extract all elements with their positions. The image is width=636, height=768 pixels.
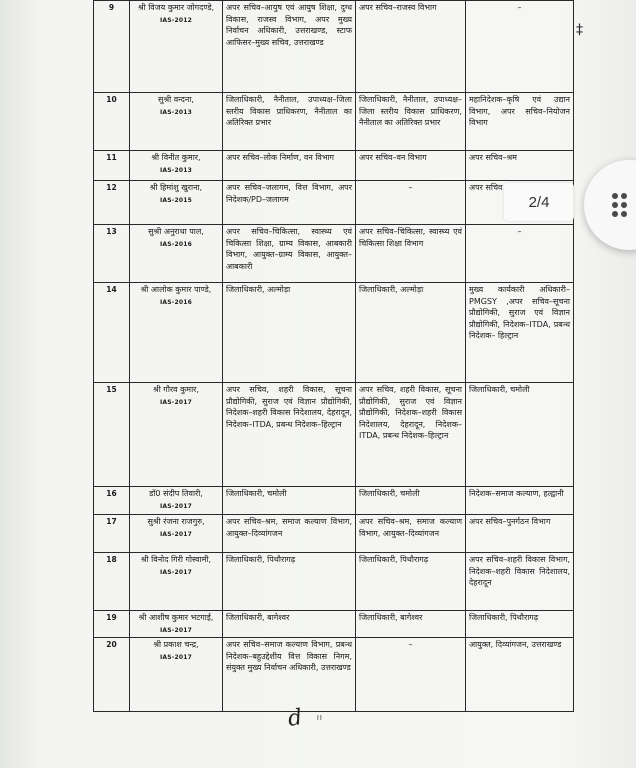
- cadre-batch: IAS-2017: [160, 398, 192, 406]
- relieved-posting: अपर सचिव–वन विभाग: [356, 151, 466, 181]
- current-posting: जिलाधिकारी, पिथौरागढ़: [223, 553, 356, 611]
- table-row: [94, 383, 574, 487]
- officer-cell: [130, 611, 223, 638]
- new-posting: जिलाधिकारी, चमोली: [466, 383, 574, 487]
- new-posting: जिलाधिकारी, पिथौरागढ़: [466, 611, 574, 638]
- table-row: [94, 283, 574, 383]
- serial-number: 14: [94, 283, 130, 383]
- relieved-posting: जिलाधिकारी, नैनीताल, उपाध्यक्ष–जिला स्तरीय विकास प्राधिकरण, नैनीताल का अतिरिक्त प्रभार: [356, 93, 466, 151]
- table-row: [94, 181, 574, 225]
- officer-cell: [130, 93, 223, 151]
- officer-cell: [130, 151, 223, 181]
- cadre-batch: IAS-2015: [160, 196, 192, 204]
- relieved-posting: अपर सचिव–राजस्व विभाग: [356, 1, 466, 93]
- cadre-batch: IAS-2017: [160, 502, 192, 510]
- officer-name: श्री हिमांशु खुराना,: [149, 183, 203, 192]
- cadre-batch: IAS-2012: [160, 16, 192, 24]
- officer-name: श्री विनोद गिरी गोस्वामी,: [140, 555, 212, 564]
- serial-number: 17: [94, 515, 130, 553]
- relieved-posting: अपर सचिव–श्रम, समाज कल्याण विभाग, आयुक्त–दिव्यांगजन: [356, 515, 466, 553]
- cadre-batch: IAS-2017: [160, 530, 192, 538]
- current-posting: अपर सचिव–श्रम, समाज कल्याण विभाग, आयुक्त–दिव्यांगजन: [223, 515, 356, 553]
- officer-name: सुश्री रंजना राजगुरु,: [147, 517, 205, 526]
- officer-cell: [130, 1, 223, 93]
- margin-mark: ‡: [576, 22, 583, 38]
- new-posting: –: [466, 225, 574, 283]
- cadre-batch: IAS-2013: [160, 108, 192, 116]
- transfer-table: [93, 0, 574, 712]
- current-posting: अपर सचिव–लोक निर्माण, वन विभाग: [223, 151, 356, 181]
- cadre-batch: IAS-2017: [160, 626, 192, 634]
- table-row: [94, 611, 574, 638]
- relieved-posting: अपर सचिव–चिकित्सा, स्वास्थ्य एवं चिकित्सा शिक्षा विभाग: [356, 225, 466, 283]
- officer-name: सुश्री वन्दना,: [158, 95, 194, 104]
- new-posting: अपर सचिव–पुनर्गठन विभाग: [466, 515, 574, 553]
- relieved-posting: जिलाधिकारी, बागेश्वर: [356, 611, 466, 638]
- table-row: [94, 553, 574, 611]
- officer-cell: [130, 487, 223, 515]
- initials-signature: d: [286, 705, 304, 732]
- current-posting: अपर सचिव–आयुष एवं आयुष शिक्षा, दुग्ध विकास, राजस्व विभाग, अपर मुख्य निर्वाचन अधिकारी, उत्तराखण्ड, स्टाफ आफिसर–मुख्य सचिव, उत्तराखण्ड: [223, 1, 356, 93]
- relieved-posting: –: [356, 181, 466, 225]
- officer-name: श्री विजय कुमार जोगदण्डे,: [137, 3, 215, 12]
- officer-name: डॉ0 संदीप तिवारी,: [149, 489, 203, 498]
- serial-number: 16: [94, 487, 130, 515]
- officer-name: श्री गौरव कुमार,: [153, 385, 199, 394]
- new-posting: अपर सचिव–शहरी विकास विभाग, निदेशक–शहरी विकास निदेशालय, देहरादून: [466, 553, 574, 611]
- current-posting: अपर सचिव–समाज कल्याण विभाग, प्रबन्ध निदेशक–बहुउद्देशीय वित्त विकास निगम, संयुक्त मुख्य निर्वाचन अधिकारी, उत्तराखण्ड: [223, 638, 356, 712]
- page-indicator: 2/4: [504, 183, 574, 221]
- table-row: [94, 1, 574, 93]
- table-row: [94, 225, 574, 283]
- officer-cell: [130, 225, 223, 283]
- current-posting: जिलाधिकारी, नैनीताल, उपाध्यक्ष–जिला स्तरीय विकास प्राधिकरण, नैनीताल का अतिरिक्त प्रभार: [223, 93, 356, 151]
- new-posting: अपर सचिव: [466, 181, 574, 225]
- officer-name: श्री आशीष कुमार भटगाई,: [138, 613, 214, 622]
- current-posting: अपर सचिव–चिकित्सा, स्वास्थ्य एवं चिकित्सा शिक्षा, ग्राम्य विकास, आबकारी विभाग, आयुक्त–ग्राम्य विकास, आयुक्त–आबकारी: [223, 225, 356, 283]
- serial-number: 18: [94, 553, 130, 611]
- cadre-batch: IAS-2016: [160, 240, 192, 248]
- officer-name: श्री विनीत कुमार,: [151, 153, 201, 162]
- officer-cell: [130, 283, 223, 383]
- current-posting: अपर सचिव, शहरी विकास, सूचना प्रौद्योगिकी, सुराज एवं विज्ञान प्रौद्योगिकी, निदेशक–शहरी विकास निदेशालय, देहरादून, निदेशक–ITDA, प्रबन्ध निदेशक–हिल्ट्रान: [223, 383, 356, 487]
- new-posting: –: [466, 1, 574, 93]
- relieved-posting: जिलाधिकारी, पिथौरागढ़: [356, 553, 466, 611]
- officer-cell: [130, 638, 223, 712]
- cadre-batch: IAS-2016: [160, 298, 192, 306]
- relieved-posting: अपर सचिव, शहरी विकास, सूचना प्रौद्योगिकी, सुराज एवं विज्ञान प्रौद्योगिकी, निदेशक–शहरी विकास निदेशालय, देहरादून, निदेशक–ITDA, प्रबन्ध निदेशक–हिल्ट्रान: [356, 383, 466, 487]
- officer-cell: [130, 553, 223, 611]
- officer-cell: [130, 181, 223, 225]
- cadre-batch: IAS-2013: [160, 166, 192, 174]
- current-posting: जिलाधिकारी, अल्मोड़ा: [223, 283, 356, 383]
- table-row: [94, 638, 574, 712]
- new-posting: मुख्य कार्यकारी अधिकारी–PMGSY ,अपर सचिव–सूचना प्रौद्योगिकी, सुराज एवं विज्ञान प्रौद्योगिकी, निदेशक–ITDA, प्रबन्ध निदेशक– हिल्ट्रान: [466, 283, 574, 383]
- table-row: [94, 93, 574, 151]
- table-row: [94, 515, 574, 553]
- officer-cell: [130, 383, 223, 487]
- officer-cell: [130, 515, 223, 553]
- serial-number: 10: [94, 93, 130, 151]
- cadre-batch: IAS-2017: [160, 653, 192, 661]
- grid-dots-icon: [612, 193, 627, 217]
- current-posting: जिलाधिकारी, चमोली: [223, 487, 356, 515]
- relieved-posting: जिलाधिकारी, चमोली: [356, 487, 466, 515]
- officer-name: श्री प्रकाश चन्द्र,: [153, 640, 199, 649]
- relieved-posting: जिलाधिकारी, अल्मोड़ा: [356, 283, 466, 383]
- serial-number: 9: [94, 1, 130, 93]
- serial-number: 15: [94, 383, 130, 487]
- officer-name: सुश्री अनुराधा पाल,: [148, 227, 204, 236]
- cadre-batch: IAS-2017: [160, 568, 192, 576]
- current-posting: अपर सचिव–जलागम, वित्त विभाग, अपर निदेशक/PD–जलागम: [223, 181, 356, 225]
- serial-number: 13: [94, 225, 130, 283]
- serial-number: 12: [94, 181, 130, 225]
- officer-name: श्री आलोक कुमार पाण्डे,: [140, 285, 212, 294]
- signature-mark: ।।: [316, 713, 323, 722]
- new-posting: अपर सचिव–श्रम: [466, 151, 574, 181]
- table-row: [94, 487, 574, 515]
- new-posting: निदेशक–समाज कल्याण, हल्द्वानी: [466, 487, 574, 515]
- new-posting: आयुक्त, दिव्यांगजन, उत्तराखण्ड: [466, 638, 574, 712]
- table-row: [94, 151, 574, 181]
- current-posting: जिलाधिकारी, बागेश्वर: [223, 611, 356, 638]
- new-posting: महानिदेशक–कृषि एवं उद्यान विभाग, अपर सचिव–नियोजन विभाग: [466, 93, 574, 151]
- serial-number: 19: [94, 611, 130, 638]
- serial-number: 11: [94, 151, 130, 181]
- serial-number: 20: [94, 638, 130, 712]
- relieved-posting: –: [356, 638, 466, 712]
